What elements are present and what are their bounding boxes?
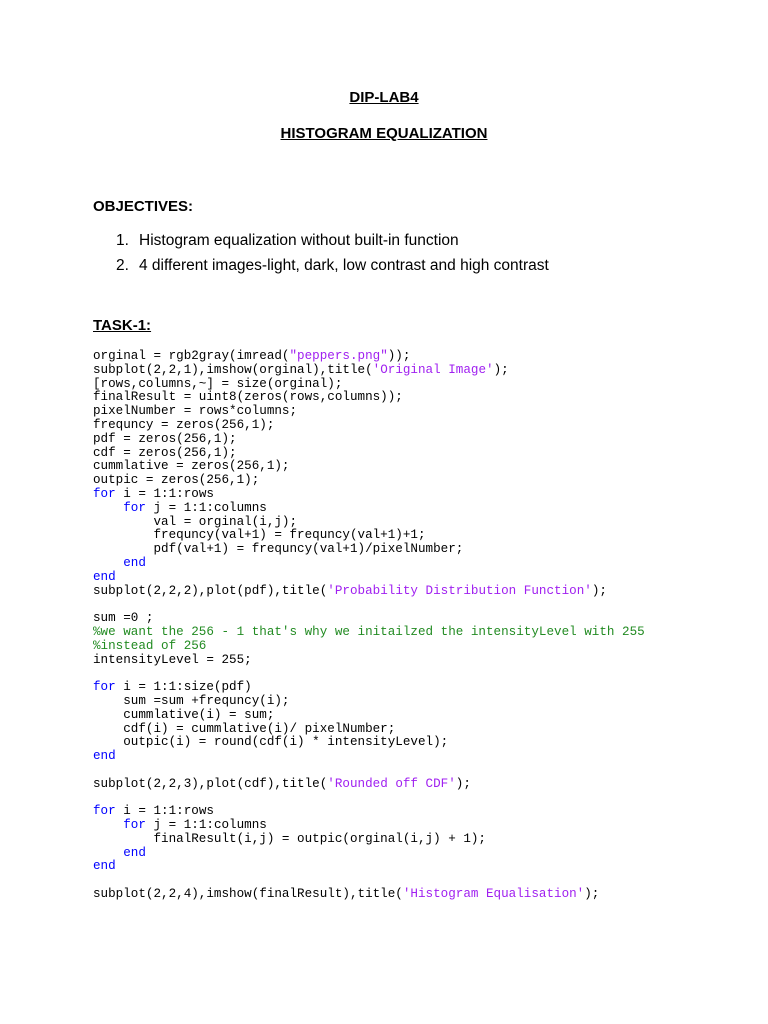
list-item-text: 4 different images-light, dark, low contrast and high contrast <box>139 257 549 274</box>
code-line <box>93 350 645 364</box>
code-block <box>93 350 645 902</box>
code-text: ); <box>493 362 509 377</box>
task-heading: TASK-1: <box>93 317 152 334</box>
code-text: [rows,columns,~] = size(orginal); <box>93 376 343 391</box>
code-line <box>93 833 645 847</box>
code-keyword: end <box>93 569 116 584</box>
code-keyword: for <box>93 680 116 695</box>
code-text: subplot(2,2,1),imshow(orginal),title( <box>93 362 373 377</box>
code-line <box>93 750 645 764</box>
code-text: i = 1:1:rows <box>115 486 214 501</box>
code-line <box>93 667 645 681</box>
code-keyword: for <box>123 818 146 833</box>
code-line <box>93 860 645 874</box>
code-line <box>93 419 645 433</box>
code-line <box>93 585 645 599</box>
code-line <box>93 723 645 737</box>
code-text <box>93 846 123 860</box>
code-text <box>93 501 123 515</box>
code-line <box>93 819 645 833</box>
objectives-list <box>116 231 549 281</box>
code-text: i = 1:1:size(pdf) <box>115 680 252 695</box>
code-text: cummlative = zeros(256,1); <box>93 459 290 474</box>
code-text: sum =0 ; <box>93 611 154 626</box>
code-line <box>93 626 645 640</box>
code-line <box>93 681 645 695</box>
code-line <box>93 874 645 888</box>
code-text: finalResult = uint8(zeros(rows,columns)); <box>93 390 403 405</box>
code-text <box>93 556 123 570</box>
code-text: outpic(i) = round(cdf(i) * intensityLevel); <box>93 735 449 750</box>
code-text: pdf = zeros(256,1); <box>93 431 237 446</box>
code-line <box>93 364 645 378</box>
code-text: j = 1:1:columns <box>145 500 267 515</box>
code-text: val = orginal(i,j); <box>93 514 298 529</box>
code-text: i = 1:1:rows <box>115 804 214 819</box>
code-text: ); <box>584 887 600 902</box>
code-line <box>93 378 645 392</box>
code-line <box>93 888 645 902</box>
code-text: orginal = rgb2gray(imread( <box>93 349 290 363</box>
code-string: "peppers.png" <box>289 349 388 363</box>
code-text: subplot(2,2,3),plot(cdf),title( <box>93 776 328 791</box>
code-keyword: end <box>123 845 146 860</box>
code-text: finalResult(i,j) = outpic(orginal(i,j) + 1); <box>93 831 486 846</box>
code-string: 'Rounded off CDF' <box>327 776 456 791</box>
code-text: )); <box>387 349 411 363</box>
code-text: pixelNumber = rows*columns; <box>93 404 298 419</box>
document-title: DIP-LAB4 <box>349 89 419 106</box>
code-text: subplot(2,2,4),imshow(finalResult),title( <box>93 887 403 902</box>
code-text <box>93 818 123 832</box>
list-item <box>116 231 549 256</box>
code-line <box>93 598 645 612</box>
list-item-text: Histogram equalization without built-in function <box>139 232 459 249</box>
code-line <box>93 488 645 502</box>
code-string: 'Original Image' <box>372 362 494 377</box>
code-string: 'Histogram Equalisation' <box>402 887 585 902</box>
code-line <box>93 640 645 654</box>
code-line <box>93 447 645 461</box>
code-text: ); <box>591 583 607 598</box>
code-text: frequncy = zeros(256,1); <box>93 417 275 432</box>
code-keyword: for <box>93 486 116 501</box>
code-text: intensityLevel = 255; <box>93 652 252 667</box>
list-item-number: 1. <box>116 232 129 249</box>
code-keyword: end <box>93 859 116 874</box>
code-line <box>93 391 645 405</box>
code-line <box>93 543 645 557</box>
list-item-number: 2. <box>116 257 129 274</box>
list-item <box>116 256 549 281</box>
code-line <box>93 778 645 792</box>
code-line <box>93 612 645 626</box>
code-line <box>93 695 645 709</box>
code-line <box>93 502 645 516</box>
code-text: ); <box>455 776 471 791</box>
code-text: sum =sum +frequncy(i); <box>93 693 290 708</box>
code-keyword: end <box>93 749 116 764</box>
code-line <box>93 736 645 750</box>
code-line <box>93 516 645 530</box>
code-comment: %instead of 256 <box>93 638 207 653</box>
code-text: j = 1:1:columns <box>145 818 267 833</box>
code-line <box>93 405 645 419</box>
code-line <box>93 805 645 819</box>
code-line <box>93 847 645 861</box>
code-keyword: for <box>123 500 146 515</box>
code-line <box>93 557 645 571</box>
code-line <box>93 792 645 806</box>
code-line <box>93 433 645 447</box>
code-text: outpic = zeros(256,1); <box>93 473 260 488</box>
code-text: frequncy(val+1) = frequncy(val+1)+1; <box>93 528 426 543</box>
code-text: cummlative(i) = sum; <box>93 707 275 722</box>
code-line <box>93 709 645 723</box>
code-text: pdf(val+1) = frequncy(val+1)/pixelNumber; <box>93 542 464 557</box>
code-line <box>93 571 645 585</box>
code-line <box>93 460 645 474</box>
code-string: 'Probability Distribution Function' <box>327 583 592 598</box>
code-line <box>93 764 645 778</box>
code-line <box>93 654 645 668</box>
code-text: subplot(2,2,2),plot(pdf),title( <box>93 583 328 598</box>
code-keyword: end <box>123 555 146 570</box>
document-subtitle: HISTOGRAM EQUALIZATION <box>280 125 488 142</box>
code-text: cdf = zeros(256,1); <box>93 445 237 460</box>
code-comment: %we want the 256 - 1 that's why we initailzed the intensityLevel with 255 <box>93 624 645 639</box>
code-line <box>93 474 645 488</box>
objectives-heading: OBJECTIVES: <box>93 198 194 215</box>
code-keyword: for <box>93 804 116 819</box>
code-line <box>93 529 645 543</box>
code-text: cdf(i) = cummlative(i)/ pixelNumber; <box>93 721 396 736</box>
